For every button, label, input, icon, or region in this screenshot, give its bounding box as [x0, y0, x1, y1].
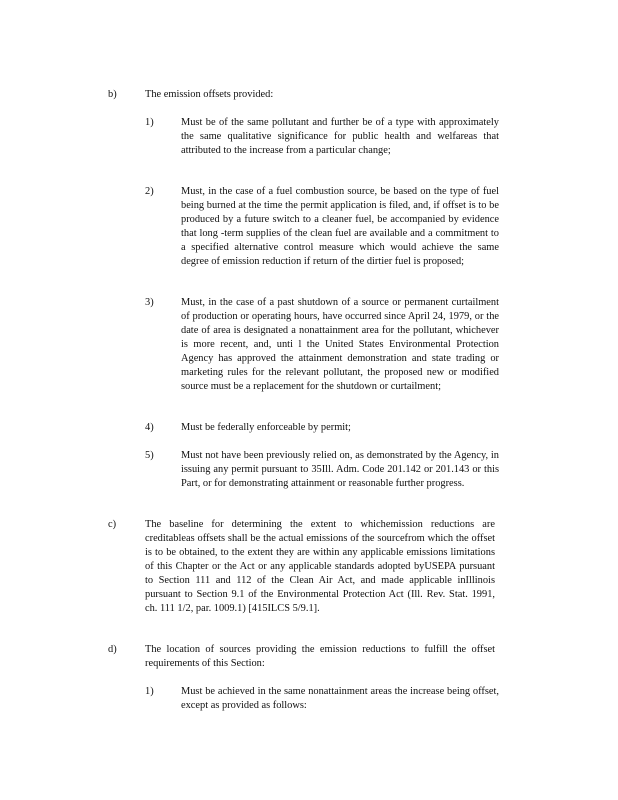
- item-d1-label: 1): [145, 686, 154, 697]
- item-b1-text: Must be of the same pollutant and further be of a type with approximately the same qualitative significance for public health and welfareas that attributed to the increase from a particular change;: [181, 117, 499, 156]
- item-b4-text: Must be federally enforceable by permit;: [181, 422, 351, 433]
- item-b3-label: 3): [145, 297, 154, 308]
- section-c-text: The baseline for determining the extent to whichemission reductions are creditableas offsets shall be the actual emissions of the sourcefrom which the offset is to be obtained, to the extent they are within any applicable emissions limitations of this Chapter or the Act or any applicable standards adopted byUSEPA pursuant to Section 111 and 112 of the Clean Air Act, and made applicable inIllinois pursuant to Section 9.1 of the Environmental Protection Act (Ill. Rev. Stat. 1991, ch. 111 1/2, par. 1009.1) [415ILCS 5/9.1].: [145, 519, 495, 614]
- item-b5-text: Must not have been previously relied on, as demonstrated by the Agency, in issuing any permit pursuant to 35Ill. Adm. Code 201.142 or 201.143 or this Part, or for demonstrating attainment or reasonable further progress.: [181, 450, 499, 489]
- section-d-text: The location of sources providing the emission reductions to fulfill the offset requirements of this Section:: [145, 644, 495, 669]
- item-b3-text: Must, in the case of a past shutdown of a source or permanent curtailment of production or operating hours, have occurred since April 24, 1979, or the date of area is designated a nonattainment area for the pollutant, whichever is more recent, and, unti l the United States Environmental Protection Agency has approved the attainment demonstration and state trading or marketing rules for the relevant pollutant, the proposed new or modified source must be a replacement for the shutdown or curtailment;: [181, 297, 499, 392]
- item-b2-text: Must, in the case of a fuel combustion source, be based on the type of fuel being burned at the time the permit application is filed, and, if offset is to be produced by a future switch to a cleaner fuel, be accompanied by evidence that long -term supplies of the clean fuel are available and a commitment to a specified alternative control measure which would achieve the same degree of emission reduction if return of the dirtier fuel is proposed;: [181, 186, 499, 267]
- section-b-label: b): [108, 89, 117, 100]
- item-b4-label: 4): [145, 422, 154, 433]
- section-b-text: The emission offsets provided:: [145, 89, 274, 100]
- item-d1-text: Must be achieved in the same nonattainment areas the increase being offset, except as provided as follows:: [181, 686, 499, 711]
- section-c-label: c): [108, 519, 117, 530]
- item-b5-label: 5): [145, 450, 154, 461]
- item-b2-label: 2): [145, 186, 154, 197]
- item-b1-label: 1): [145, 117, 154, 128]
- section-d-label: d): [108, 644, 117, 655]
